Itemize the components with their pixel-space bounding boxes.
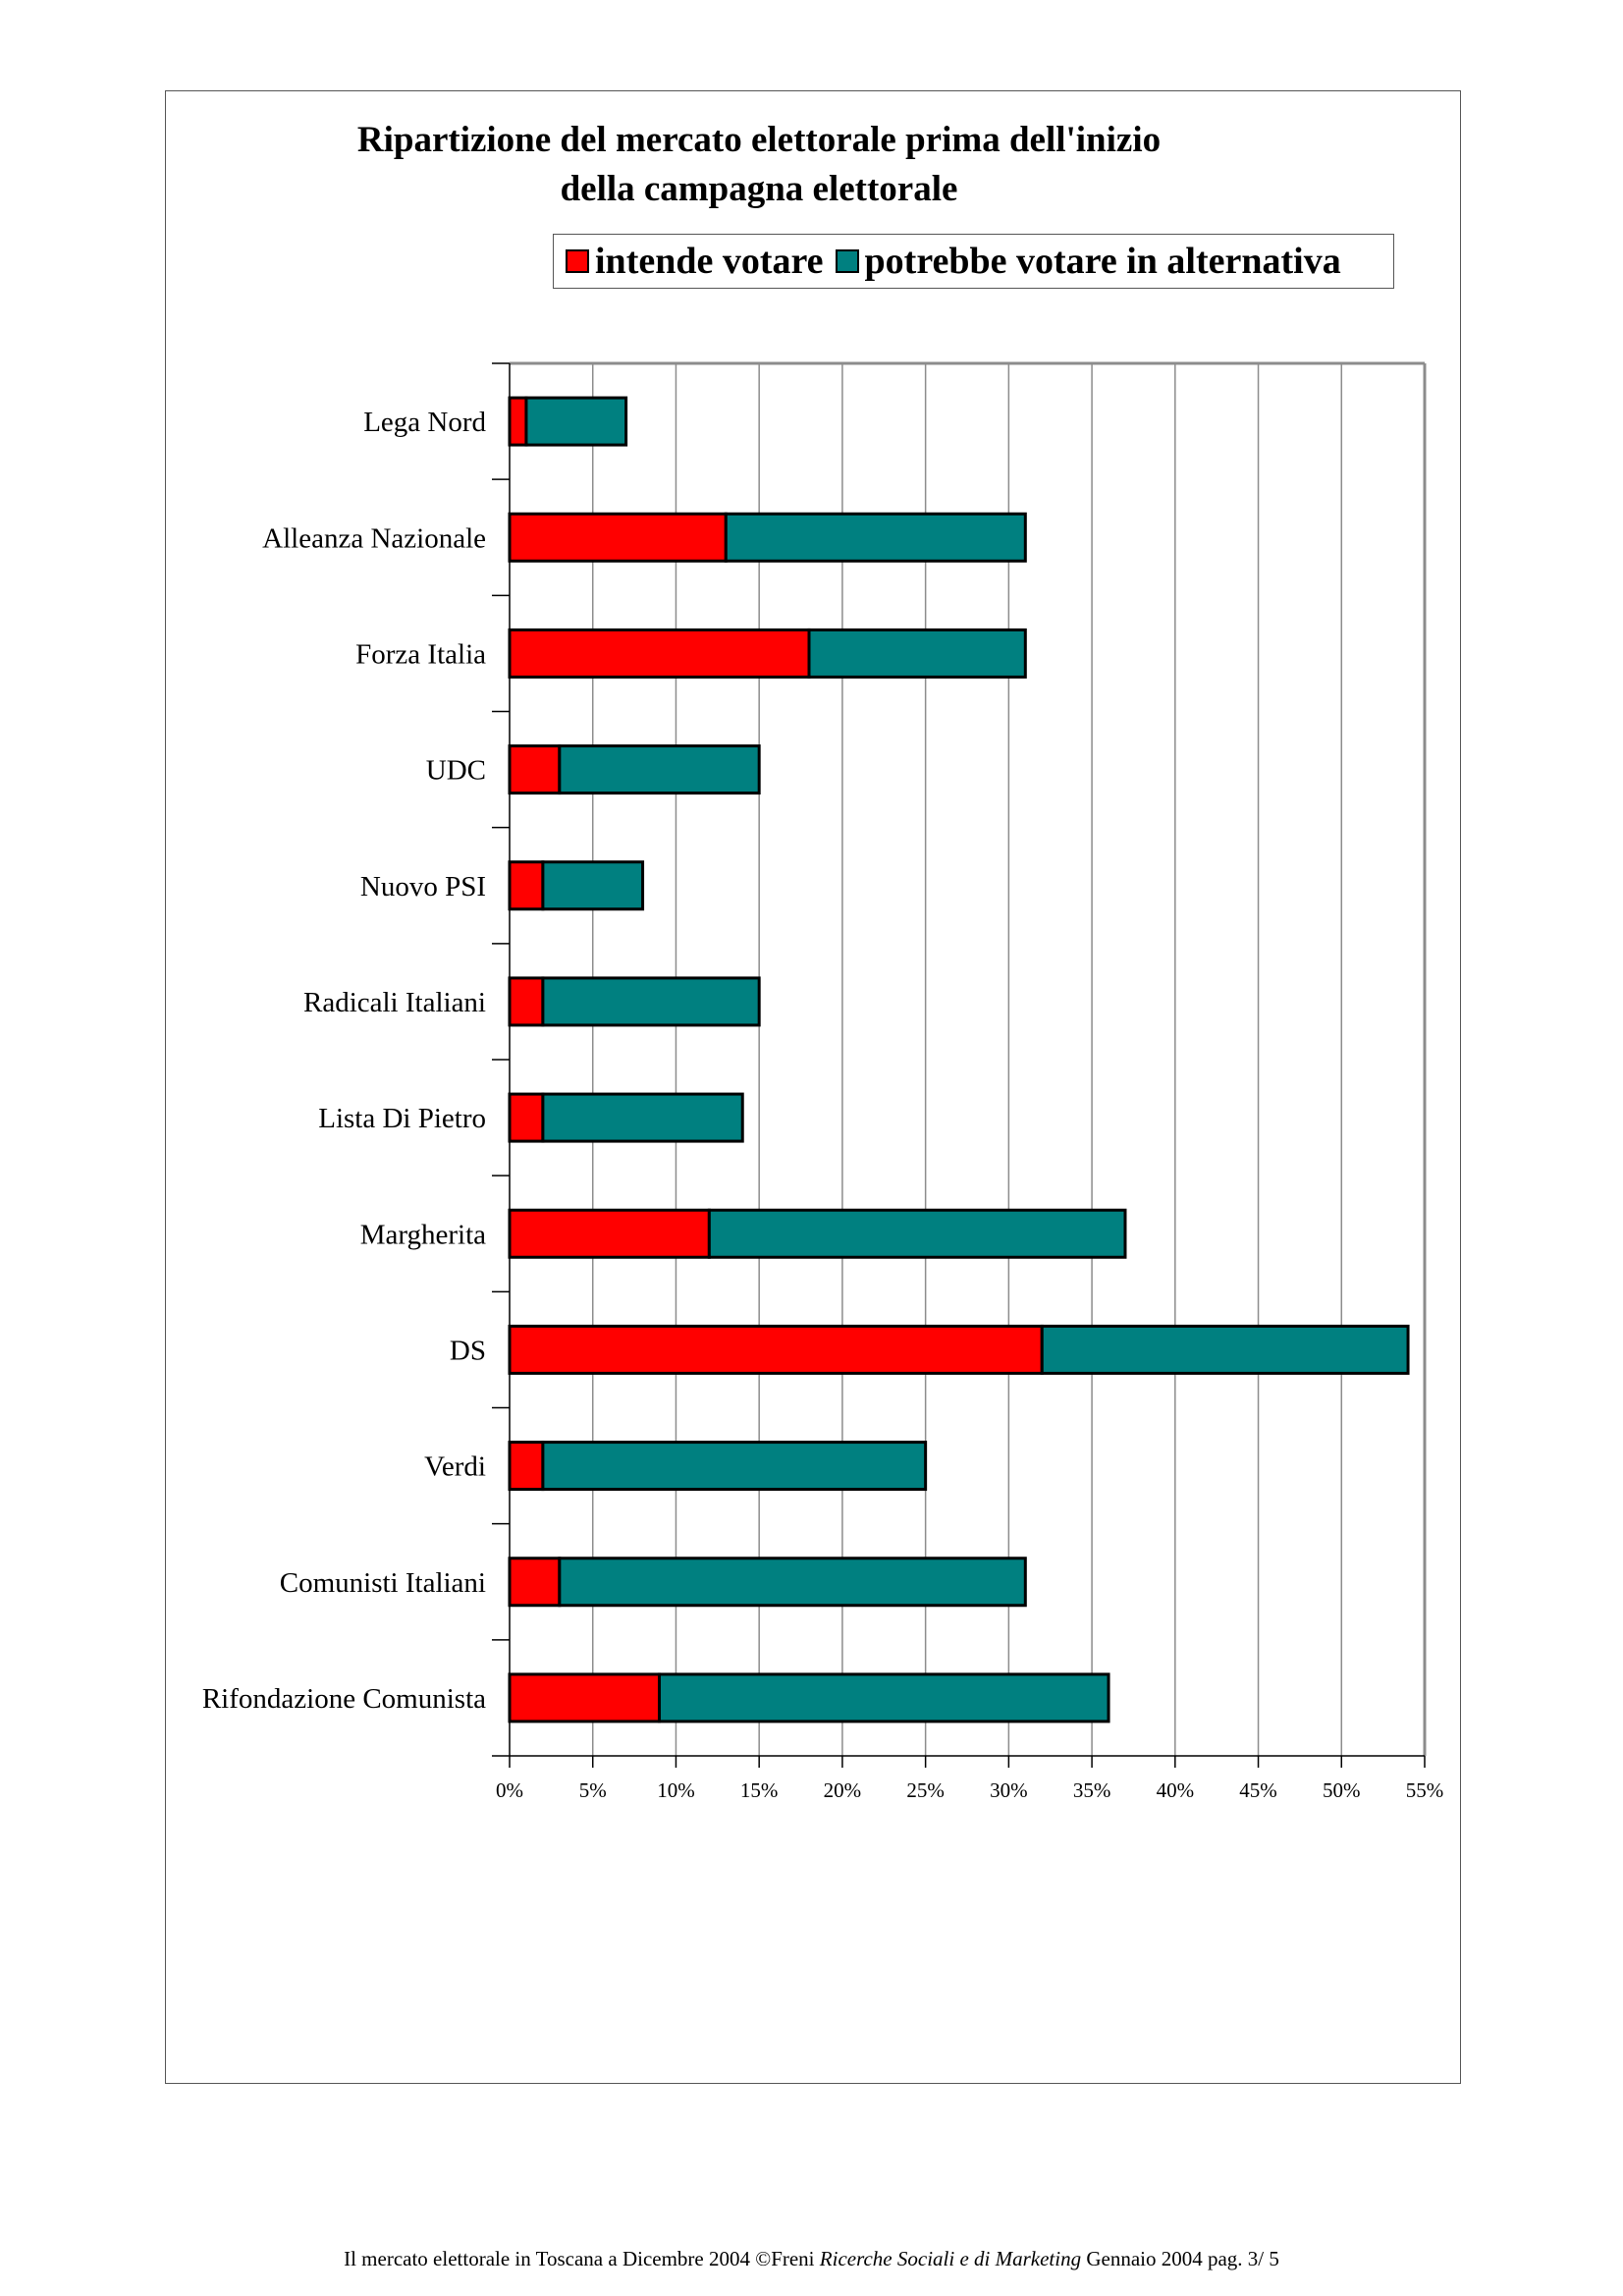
footer-text: Il mercato elettorale in Toscana a Dicembre 2004 ©Freni	[344, 2247, 820, 2270]
bar-segment	[526, 398, 626, 445]
bar-segment	[726, 514, 1025, 561]
category-label: Verdi	[424, 1450, 486, 1483]
category-label: Alleanza Nazionale	[262, 522, 486, 555]
page-footer	[0, 2247, 1623, 2271]
bar-segment	[510, 1210, 709, 1257]
category-label: DS	[449, 1335, 486, 1367]
bar-segment	[543, 1094, 742, 1141]
category-label: Rifondazione Comunista	[201, 1682, 486, 1715]
bar-segment	[510, 1674, 660, 1722]
category-label: Radicali Italiani	[302, 986, 486, 1018]
category-label: UDC	[425, 754, 486, 787]
bar-segment	[510, 1094, 543, 1141]
bar-segment	[660, 1674, 1109, 1722]
category-label: Forza Italia	[355, 638, 486, 671]
bar-segment	[543, 1443, 926, 1490]
bar-segment	[709, 1210, 1125, 1257]
footer-text-end: Gennaio 2004 pag. 3/ 5	[1081, 2247, 1279, 2270]
bar-segment	[543, 978, 759, 1025]
bar-segment	[510, 514, 726, 561]
x-tick-label: 50%	[1323, 1778, 1361, 1802]
x-tick-label: 5%	[578, 1778, 607, 1802]
bar-segment	[510, 862, 543, 909]
category-label: Comunisti Italiani	[279, 1566, 486, 1599]
chart-title-line-2: della campagna elettorale	[560, 169, 958, 209]
x-tick-label: 40%	[1156, 1778, 1195, 1802]
category-label: Lega Nord	[363, 407, 486, 439]
x-tick-label: 25%	[906, 1778, 945, 1802]
bar-segment	[510, 978, 543, 1025]
bar-segment	[510, 1326, 1042, 1373]
bar-segment	[510, 629, 809, 677]
x-tick-label: 20%	[823, 1778, 862, 1802]
bar-segment	[510, 1558, 560, 1606]
x-tick-label: 15%	[739, 1778, 779, 1802]
x-tick-label: 30%	[990, 1778, 1028, 1802]
bar-segment	[543, 862, 643, 909]
x-tick-label: 35%	[1072, 1778, 1111, 1802]
bar-segment	[809, 629, 1025, 677]
legend-label: potrebbe votare in alternativa	[864, 241, 1341, 282]
x-tick-label: 10%	[657, 1778, 695, 1802]
footer-company: Ricerche Sociali e di Marketing	[819, 2247, 1082, 2270]
x-tick-label: 0%	[496, 1778, 523, 1802]
bar-segment	[510, 746, 560, 793]
bar-segment	[560, 1558, 1025, 1606]
bar-segment	[560, 746, 759, 793]
legend-label: intende votare	[595, 241, 824, 282]
bar-segment	[510, 398, 526, 445]
x-tick-label: 45%	[1239, 1778, 1277, 1802]
category-label: Margherita	[359, 1219, 486, 1251]
category-label: Nuovo PSI	[359, 870, 486, 902]
category-label: Lista Di Pietro	[318, 1103, 486, 1135]
bar-segment	[510, 1443, 543, 1490]
chart-title-line-1: Ripartizione del mercato elettorale prima dell'inizio	[356, 120, 1162, 160]
bar-segment	[1042, 1326, 1408, 1373]
x-tick-label: 55%	[1405, 1778, 1444, 1802]
